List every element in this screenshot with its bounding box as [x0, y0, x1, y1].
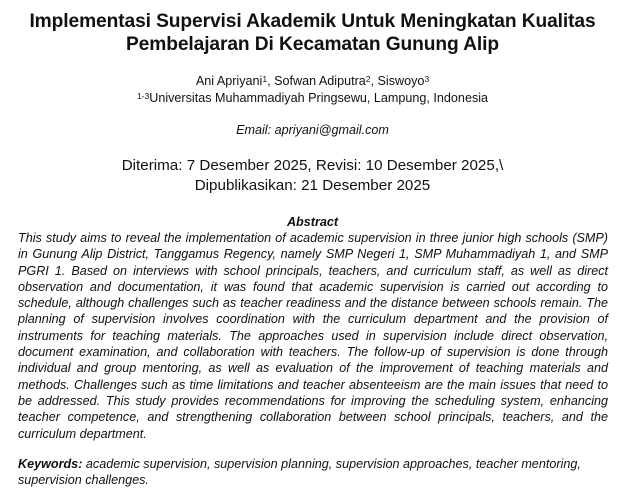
publication-dates	[0, 156, 625, 195]
abstract-heading: Abstract	[286, 215, 339, 229]
author-email: Email: apriyani@gmail.com	[236, 123, 389, 137]
affiliation-mark: 1-3	[136, 91, 150, 101]
dates-line-1: Diterima: 7 Desember 2025, Revisi: 10 Desember 2025,\	[121, 157, 504, 174]
author-list	[0, 72, 625, 90]
keywords-label: Keywords:	[18, 457, 83, 471]
author-affiliation-mark: 1	[262, 74, 268, 84]
author-name: Sofwan Adiputra	[274, 74, 366, 88]
author-name: Ani Apriyani	[195, 74, 263, 88]
author-affiliation-mark: 2	[365, 74, 371, 84]
dates-line-2: Dipublikasikan: 21 Desember 2025	[194, 176, 431, 194]
title-line-1: Implementasi Supervisi Akademik Untuk Meningkatan Kualitas	[29, 11, 596, 32]
author-separator: ,	[267, 74, 275, 88]
author-name: Siswoyo	[377, 74, 425, 88]
keywords	[18, 456, 608, 489]
author-affiliation-mark: 3	[424, 74, 430, 84]
keywords-text: academic supervision, supervision planning, supervision approaches, teacher mentoring, supervision challenges.	[18, 457, 581, 488]
abstract-body: This study aims to reveal the implementation of academic supervision in three junior high schools (SMP) in Gunung Alip District, Tanggamus Regency, namely SMP Negeri 1, SMP Muhammadiyah 1, and SMP PGRI 1. Based on interviews with school principals, teachers, and curriculum staff, as well as direct observation and documentation, it was found that academic supervision is carried out according to schedule, although challenges such as teacher readiness and the distance between schools remain. The planning of supervision involves coordination with the curriculum department and the provision of instruments for teaching materials. The approaches used in supervision include direct observation, document examination, and collaboration with teachers. The follow-up of supervision is done through individual and group mentoring, as well as evaluation of the improvement of teaching materials and methods. Challenges such as time limitations and teacher absenteeism are the main issues that need to be addressed. This study provides recommendations for improving the scheduling system, enhancing teacher competence, and strengthening collaboration between school principals, teachers, and the curriculum department.	[18, 231, 608, 441]
title-line-2: Pembelajaran Di Kecamatan Gunung Alip	[125, 34, 500, 55]
affiliation-text: Universitas Muhammadiyah Pringsewu, Lampung, Indonesia	[149, 91, 489, 105]
paper-title	[0, 10, 625, 56]
author-separator: ,	[370, 74, 378, 88]
affiliation	[0, 89, 625, 107]
